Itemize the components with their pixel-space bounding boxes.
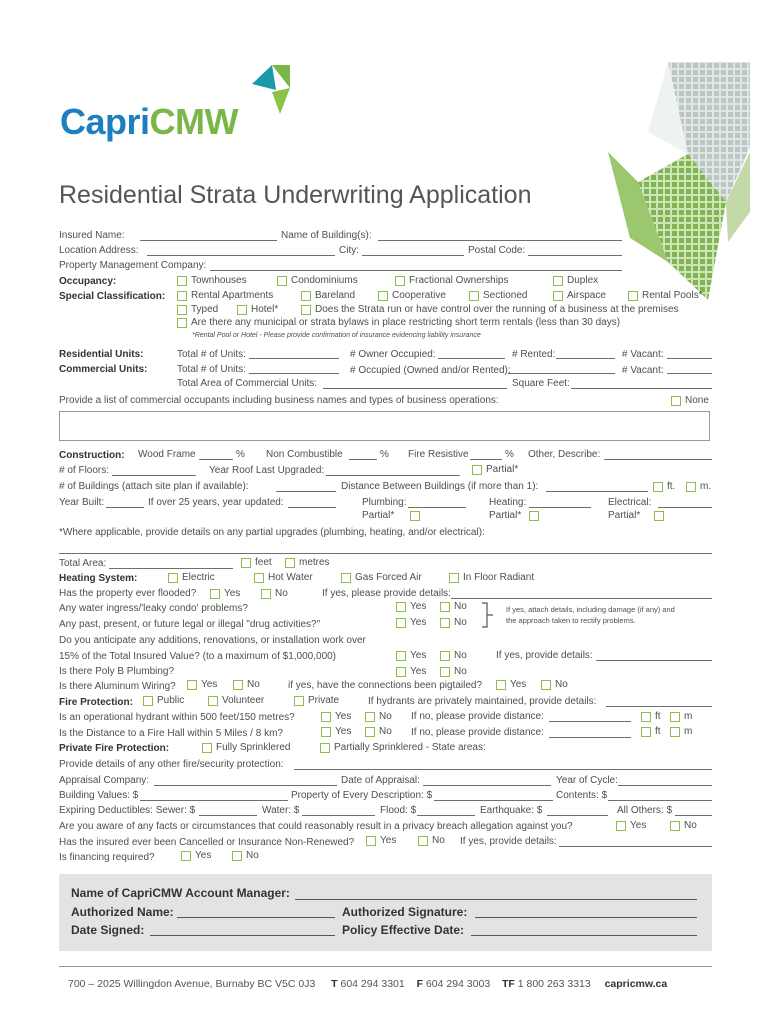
bylaws-label: Are there any municipal or strata bylaws in place restricting short term rentals (less than 30 days) xyxy=(191,317,621,328)
date-signed-label: Date Signed: xyxy=(71,923,145,937)
cooperative-checkbox[interactable] xyxy=(378,291,388,301)
hydrant-question: Is an operational hydrant within 500 feet/150 metres? xyxy=(59,712,295,723)
renovation-question-2: 15% of the Total Insured Value? (to a maximum of $1,000,000) xyxy=(59,651,337,662)
plumbing-partial-checkbox[interactable] xyxy=(410,511,420,521)
feet-checkbox[interactable] xyxy=(241,558,251,568)
hydrant-m-checkbox[interactable] xyxy=(670,712,680,722)
hydrant-no-label: No xyxy=(379,711,392,722)
condominiums-label: Condominiums xyxy=(291,275,358,286)
year-built-field[interactable] xyxy=(106,507,144,508)
footer-tollfree: 1 800 263 3313 xyxy=(517,978,591,990)
owner-occupied-field[interactable] xyxy=(438,358,505,359)
duplex-label: Duplex xyxy=(567,275,599,286)
poly-b-question: Is there Poly B Plumbing? xyxy=(59,666,175,677)
aluminum-no-label: No xyxy=(247,679,260,690)
hot-water-label: Hot Water xyxy=(268,572,313,583)
contents-field[interactable] xyxy=(608,800,712,801)
condominiums-checkbox[interactable] xyxy=(277,276,287,286)
financing-no-label: No xyxy=(246,850,259,861)
res-total-units-field[interactable] xyxy=(249,358,339,359)
fire-hall-distance-label: If no, please provide distance: xyxy=(411,727,544,738)
hotel-checkbox[interactable] xyxy=(237,305,247,315)
appraisal-company-field[interactable] xyxy=(154,785,337,786)
year-of-cycle-label: Year of Cycle: xyxy=(556,775,618,786)
building-graphic xyxy=(608,62,750,300)
in-floor-radiant-checkbox[interactable] xyxy=(449,573,459,583)
private-label: Private xyxy=(308,695,340,706)
privacy-yes-label: Yes xyxy=(630,820,647,831)
property-description-field[interactable] xyxy=(434,800,553,801)
aluminum-no-checkbox[interactable] xyxy=(233,680,243,690)
fire-hall-m-label: m xyxy=(684,726,693,737)
rental-apartments-checkbox[interactable] xyxy=(177,291,187,301)
appraisal-date-label: Date of Appraisal: xyxy=(341,775,420,786)
total-area-field[interactable] xyxy=(109,568,233,569)
appraisal-date-field[interactable] xyxy=(423,785,551,786)
strata-business-checkbox[interactable] xyxy=(301,305,311,315)
contents-label: Contents: $ xyxy=(556,790,608,801)
cancelled-no-label: No xyxy=(432,835,445,846)
water-deductible-field[interactable] xyxy=(302,815,375,816)
sewer-deductible-label: Expiring Deductibles: Sewer: $ xyxy=(59,805,196,816)
ingress-yes-checkbox[interactable] xyxy=(396,602,406,612)
footer-fax: 604 294 3003 xyxy=(425,978,491,990)
occupants-textarea[interactable] xyxy=(59,411,710,441)
electric-label: Electric xyxy=(182,572,215,583)
logo-text-capri: Capri xyxy=(60,101,150,142)
fractional-label: Fractional Ownerships xyxy=(409,275,509,286)
ingress-yes-label: Yes xyxy=(410,601,427,612)
cancelled-details-label: If yes, provide details: xyxy=(460,836,557,847)
building-values-field[interactable] xyxy=(140,800,288,801)
pigtailed-no-checkbox[interactable] xyxy=(541,680,551,690)
hydrant-m-label: m xyxy=(684,711,693,722)
fire-hall-distance-field[interactable] xyxy=(549,737,631,738)
occupancy-label: Occupancy: xyxy=(59,276,117,287)
footer-tollfree-label: TF xyxy=(502,978,515,990)
aluminum-question: Is there Aluminum Wiring? xyxy=(59,681,176,692)
authorized-signature-field[interactable] xyxy=(475,917,697,918)
fire-protection-label: Fire Protection: xyxy=(59,697,133,708)
fully-sprinklered-checkbox[interactable] xyxy=(202,743,212,753)
non-combustible-label: Non Combustible xyxy=(266,449,343,460)
gas-forced-air-checkbox[interactable] xyxy=(341,573,351,583)
owner-occupied-label: # Owner Occupied: xyxy=(350,349,436,360)
pigtailed-no-label: No xyxy=(555,679,568,690)
non-combustible-pct: % xyxy=(380,449,389,460)
fire-hall-ft-label: ft xyxy=(655,726,661,737)
fire-resistive-field[interactable] xyxy=(470,459,502,460)
residential-units-label: Residential Units: xyxy=(59,349,144,360)
ingress-question: Any water ingress/'leaky condo' problems? xyxy=(59,603,248,614)
footer-address: 700 – 2025 Willingdon Avenue, Burnaby BC V5C 0J3 xyxy=(68,978,316,990)
activities-no-label: No xyxy=(454,617,467,628)
plumbing-label: Plumbing: xyxy=(362,497,407,508)
hotel-label: Hotel* xyxy=(251,304,279,315)
electric-checkbox[interactable] xyxy=(168,573,178,583)
year-roof-label: Year Roof Last Upgraded: xyxy=(209,465,325,476)
heating-year-field[interactable] xyxy=(529,507,591,508)
financing-no-checkbox[interactable] xyxy=(232,851,242,861)
pigtailed-yes-label: Yes xyxy=(510,679,527,690)
other-protection-label: Provide details of any other fire/security protection: xyxy=(59,759,284,770)
gas-forced-air-label: Gas Forced Air xyxy=(355,572,422,583)
distance-field[interactable] xyxy=(546,491,648,492)
fire-hall-no-label: No xyxy=(379,726,392,737)
public-label: Public xyxy=(157,695,185,706)
privacy-no-label: No xyxy=(684,820,697,831)
num-buildings-label: # of Buildings (attach site plan if available): xyxy=(59,481,249,492)
property-management-label: Property Management Company: xyxy=(59,260,207,271)
electrical-label: Electrical: xyxy=(608,497,652,508)
bylaws-checkbox[interactable] xyxy=(177,318,187,328)
financing-question: Is financing required? xyxy=(59,852,155,863)
earthquake-deductible-field[interactable] xyxy=(547,815,608,816)
hydrant-yes-checkbox[interactable] xyxy=(321,712,331,722)
sewer-deductible-field[interactable] xyxy=(199,815,257,816)
cancelled-yes-checkbox[interactable] xyxy=(366,836,376,846)
heating-year-label: Heating: xyxy=(489,497,527,508)
volunteer-checkbox[interactable] xyxy=(208,696,218,706)
property-management-field[interactable] xyxy=(210,270,622,271)
account-manager-label: Name of CapriCMW Account Manager: xyxy=(71,886,290,900)
privacy-yes-checkbox[interactable] xyxy=(616,821,626,831)
poly-b-no-label: No xyxy=(454,666,467,677)
year-of-cycle-field[interactable] xyxy=(618,785,712,786)
building-name-field[interactable] xyxy=(378,240,622,241)
postal-code-field[interactable] xyxy=(528,255,622,256)
all-others-field[interactable] xyxy=(675,815,712,816)
attach-note-1: If yes, attach details, including damage (if any) and xyxy=(506,605,675,614)
wood-frame-pct: % xyxy=(236,449,245,460)
public-checkbox[interactable] xyxy=(143,696,153,706)
privacy-question: Are you aware of any facts or circumstances that could reasonably result in a privacy breach allegation against you? xyxy=(59,821,573,832)
hydrant-ft-label: ft xyxy=(655,711,661,722)
special-classification-label: Special Classification: xyxy=(59,291,166,302)
logo xyxy=(60,62,300,142)
ingress-no-label: No xyxy=(454,601,467,612)
occupied-field[interactable] xyxy=(508,373,615,374)
fractional-checkbox[interactable] xyxy=(395,276,405,286)
roof-partial-checkbox[interactable] xyxy=(472,465,482,475)
activities-yes-label: Yes xyxy=(410,617,427,628)
drug-activities-question: Any past, present, or future legal or illegal "drug activities?" xyxy=(59,619,321,630)
none-label: None xyxy=(685,395,709,406)
activities-yes-checkbox[interactable] xyxy=(396,618,406,628)
hydrants-private-label: If hydrants are privately maintained, provide details: xyxy=(368,696,597,707)
attach-note-2: the approach taken to rectify problems. xyxy=(506,616,636,625)
financing-yes-label: Yes xyxy=(195,850,212,861)
non-combustible-field[interactable] xyxy=(349,459,377,460)
insured-name-field[interactable] xyxy=(140,240,277,241)
fire-hall-question: Is the Distance to a Fire Hall within 5 Miles / 8 km? xyxy=(59,728,283,739)
fire-resistive-pct: % xyxy=(505,449,514,460)
financing-yes-checkbox[interactable] xyxy=(181,851,191,861)
plumbing-partial-label: Partial* xyxy=(362,510,395,521)
rented-field[interactable] xyxy=(556,358,615,359)
hydrant-yes-label: Yes xyxy=(335,711,352,722)
footer-divider xyxy=(59,966,712,967)
flood-details-field[interactable] xyxy=(451,598,712,599)
com-total-units-field[interactable] xyxy=(249,373,339,374)
page-title: Residential Strata Underwriting Application xyxy=(59,181,532,209)
square-feet-field[interactable] xyxy=(571,388,712,389)
typed-checkbox[interactable] xyxy=(177,305,187,315)
none-checkbox[interactable] xyxy=(671,396,681,406)
hydrant-ft-checkbox[interactable] xyxy=(641,712,651,722)
flooded-no-checkbox[interactable] xyxy=(261,589,271,599)
authorized-signature-label: Authorized Signature: xyxy=(342,905,468,919)
rental-pools-checkbox[interactable] xyxy=(628,291,638,301)
distance-ft-label: ft. xyxy=(667,481,676,492)
poly-b-yes-label: Yes xyxy=(410,666,427,677)
floors-label: # of Floors: xyxy=(59,465,110,476)
sectioned-label: Sectioned xyxy=(483,290,528,301)
metres-checkbox[interactable] xyxy=(285,558,295,568)
fire-hall-m-checkbox[interactable] xyxy=(670,727,680,737)
distance-m-checkbox[interactable] xyxy=(686,482,696,492)
location-address-label: Location Address: xyxy=(59,245,139,256)
sectioned-checkbox[interactable] xyxy=(469,291,479,301)
num-buildings-field[interactable] xyxy=(276,491,336,492)
pigtailed-yes-checkbox[interactable] xyxy=(496,680,506,690)
floors-field[interactable] xyxy=(112,475,196,476)
footer-phone: 604 294 3301 xyxy=(340,978,405,990)
hydrant-no-checkbox[interactable] xyxy=(365,712,375,722)
upgrade-details-field[interactable] xyxy=(59,553,712,554)
heating-partial-label: Partial* xyxy=(489,510,522,521)
rented-label: # Rented: xyxy=(512,349,556,360)
postal-code-label: Postal Code: xyxy=(468,245,526,256)
property-description-label: Property of Every Description: $ xyxy=(291,790,433,801)
res-vacant-field[interactable] xyxy=(667,358,712,359)
upgrade-note: *Where applicable, provide details on any partial upgrades (plumbing, heating, and/or electrical): xyxy=(59,527,485,538)
other-describe-field[interactable] xyxy=(604,459,712,460)
total-area-commercial-field[interactable] xyxy=(323,388,507,389)
airspace-checkbox[interactable] xyxy=(553,291,563,301)
renovation-no-label: No xyxy=(454,650,467,661)
flood-details-label: If yes, please provide details: xyxy=(322,588,451,599)
res-total-units-label: Total # of Units: xyxy=(177,349,246,360)
footer-phone-label: T xyxy=(331,978,338,990)
fire-hall-yes-label: Yes xyxy=(335,726,352,737)
date-signed-field[interactable] xyxy=(150,935,335,936)
renovation-details-field[interactable] xyxy=(596,660,712,661)
flood-deductible-label: Flood: $ xyxy=(380,805,417,816)
water-deductible-label: Water: $ xyxy=(262,805,300,816)
renovation-question-1: Do you anticipate any additions, renovations, or installation work over xyxy=(59,635,366,646)
square-feet-label: Square Feet: xyxy=(512,378,570,389)
cancelled-question: Has the insured ever been Cancelled or Insurance Non-Renewed? xyxy=(59,837,355,848)
hydrants-private-field[interactable] xyxy=(606,706,712,707)
poly-b-yes-checkbox[interactable] xyxy=(396,667,406,677)
wood-frame-field[interactable] xyxy=(199,459,233,460)
in-floor-radiant-label: In Floor Radiant xyxy=(463,572,535,583)
renovation-yes-checkbox[interactable] xyxy=(396,651,406,661)
cancelled-no-checkbox[interactable] xyxy=(418,836,428,846)
rental-apartments-label: Rental Apartments xyxy=(191,290,274,301)
aluminum-yes-checkbox[interactable] xyxy=(187,680,197,690)
partially-sprinklered-checkbox[interactable] xyxy=(320,743,330,753)
fully-sprinklered-label: Fully Sprinklered xyxy=(216,742,291,753)
authorized-name-field[interactable] xyxy=(177,917,335,918)
duplex-checkbox[interactable] xyxy=(553,276,563,286)
cooperative-label: Cooperative xyxy=(392,290,446,301)
other-describe-label: Other, Describe: xyxy=(528,449,601,460)
logo-text-cmw: CMW xyxy=(149,101,238,142)
flooded-question: Has the property ever flooded? xyxy=(59,588,197,599)
over25-label: If over 25 years, year updated: xyxy=(148,497,284,508)
strata-business-label: Does the Strata run or have control over the running of a business at the premises xyxy=(315,304,679,315)
heating-system-label: Heating System: xyxy=(59,573,138,584)
feet-label: feet xyxy=(255,557,272,568)
metres-label: metres xyxy=(299,557,330,568)
heating-partial-checkbox[interactable] xyxy=(529,511,539,521)
commercial-units-label: Commercial Units: xyxy=(59,364,148,375)
fire-hall-no-checkbox[interactable] xyxy=(365,727,375,737)
city-field[interactable] xyxy=(362,255,464,256)
signoff-panel xyxy=(59,874,712,951)
bracket-icon xyxy=(480,602,494,628)
footer-fax-label: F xyxy=(416,978,423,990)
electrical-partial-label: Partial* xyxy=(608,510,641,521)
total-area-label: Total Area: xyxy=(59,558,107,569)
city-label: City: xyxy=(339,245,359,256)
renovation-yes-label: Yes xyxy=(410,650,427,661)
hydrant-distance-label: If no, please provide distance: xyxy=(411,711,544,722)
private-fire-protection-label: Private Fire Protection: xyxy=(59,743,170,754)
volunteer-label: Volunteer xyxy=(222,695,265,706)
construction-label: Construction: xyxy=(59,450,125,461)
res-vacant-label: # Vacant: xyxy=(622,349,664,360)
cancelled-details-field[interactable] xyxy=(559,846,712,847)
occupancy-footnote: *Rental Pool or Hotel - Please provide confirmation of insurance evidencing liability insurance xyxy=(192,332,481,339)
location-address-field[interactable] xyxy=(147,255,335,256)
activities-no-checkbox[interactable] xyxy=(440,618,450,628)
private-checkbox[interactable] xyxy=(294,696,304,706)
ingress-no-checkbox[interactable] xyxy=(440,602,450,612)
bareland-checkbox[interactable] xyxy=(301,291,311,301)
flood-deductible-field[interactable] xyxy=(417,815,475,816)
com-vacant-field[interactable] xyxy=(667,373,712,374)
earthquake-deductible-label: Earthquake: $ xyxy=(480,805,543,816)
authorized-name-label: Authorized Name: xyxy=(71,905,174,919)
account-manager-field[interactable] xyxy=(295,899,697,900)
airspace-label: Airspace xyxy=(567,290,606,301)
privacy-no-checkbox[interactable] xyxy=(670,821,680,831)
electrical-partial-checkbox[interactable] xyxy=(654,511,664,521)
fire-resistive-label: Fire Resistive xyxy=(408,449,469,460)
poly-b-no-checkbox[interactable] xyxy=(440,667,450,677)
policy-effective-field[interactable] xyxy=(471,935,697,936)
flooded-no-label: No xyxy=(275,588,288,599)
hot-water-checkbox[interactable] xyxy=(254,573,264,583)
occupants-prompt: Provide a list of commercial occupants including business names and types of business operations: xyxy=(59,395,499,406)
bareland-label: Bareland xyxy=(315,290,356,301)
plumbing-field[interactable] xyxy=(408,507,466,508)
renovation-details-label: If yes, provide details: xyxy=(496,650,593,661)
com-total-units-label: Total # of Units: xyxy=(177,364,246,375)
roof-partial-label: Partial* xyxy=(486,464,519,475)
pigtailed-question: if yes, have the connections been pigtailed? xyxy=(288,680,483,691)
townhouses-label: Townhouses xyxy=(191,275,247,286)
electrical-field[interactable] xyxy=(658,507,712,508)
building-values-label: Building Values: $ xyxy=(59,790,139,801)
distance-m-label: m. xyxy=(700,481,712,492)
distance-label: Distance Between Buildings (if more than 1): xyxy=(341,481,539,492)
year-built-label: Year Built: xyxy=(59,497,105,508)
occupied-label: # Occupied (Owned and/or Rented): xyxy=(350,365,511,376)
other-protection-field[interactable] xyxy=(294,769,712,770)
flooded-yes-checkbox[interactable] xyxy=(210,589,220,599)
hydrant-distance-field[interactable] xyxy=(549,721,631,722)
building-name-label: Name of Building(s): xyxy=(281,230,372,241)
typed-label: Typed xyxy=(191,304,219,315)
distance-ft-checkbox[interactable] xyxy=(653,482,663,492)
all-others-label: All Others: $ xyxy=(617,805,673,816)
year-roof-field[interactable] xyxy=(326,475,460,476)
fire-hall-ft-checkbox[interactable] xyxy=(641,727,651,737)
policy-effective-label: Policy Effective Date: xyxy=(342,923,465,937)
logo-mark-icon xyxy=(252,62,290,114)
com-vacant-label: # Vacant: xyxy=(622,365,664,376)
townhouses-checkbox[interactable] xyxy=(177,276,187,286)
footer xyxy=(68,978,667,991)
fire-hall-yes-checkbox[interactable] xyxy=(321,727,331,737)
flooded-yes-label: Yes xyxy=(224,588,241,599)
aluminum-yes-label: Yes xyxy=(201,679,218,690)
rental-pools-label: Rental Pools* xyxy=(642,290,703,301)
over25-field[interactable] xyxy=(288,507,336,508)
appraisal-company-label: Appraisal Company: xyxy=(59,775,150,786)
total-area-commercial-label: Total Area of Commercial Units: xyxy=(177,378,318,389)
cancelled-yes-label: Yes xyxy=(380,835,397,846)
insured-name-label: Insured Name: xyxy=(59,230,125,241)
wood-frame-label: Wood Frame xyxy=(138,449,196,460)
footer-website-link[interactable]: capricmw.ca xyxy=(604,978,668,990)
partially-sprinklered-label: Partially Sprinklered - State areas: xyxy=(334,742,486,753)
renovation-no-checkbox[interactable] xyxy=(440,651,450,661)
